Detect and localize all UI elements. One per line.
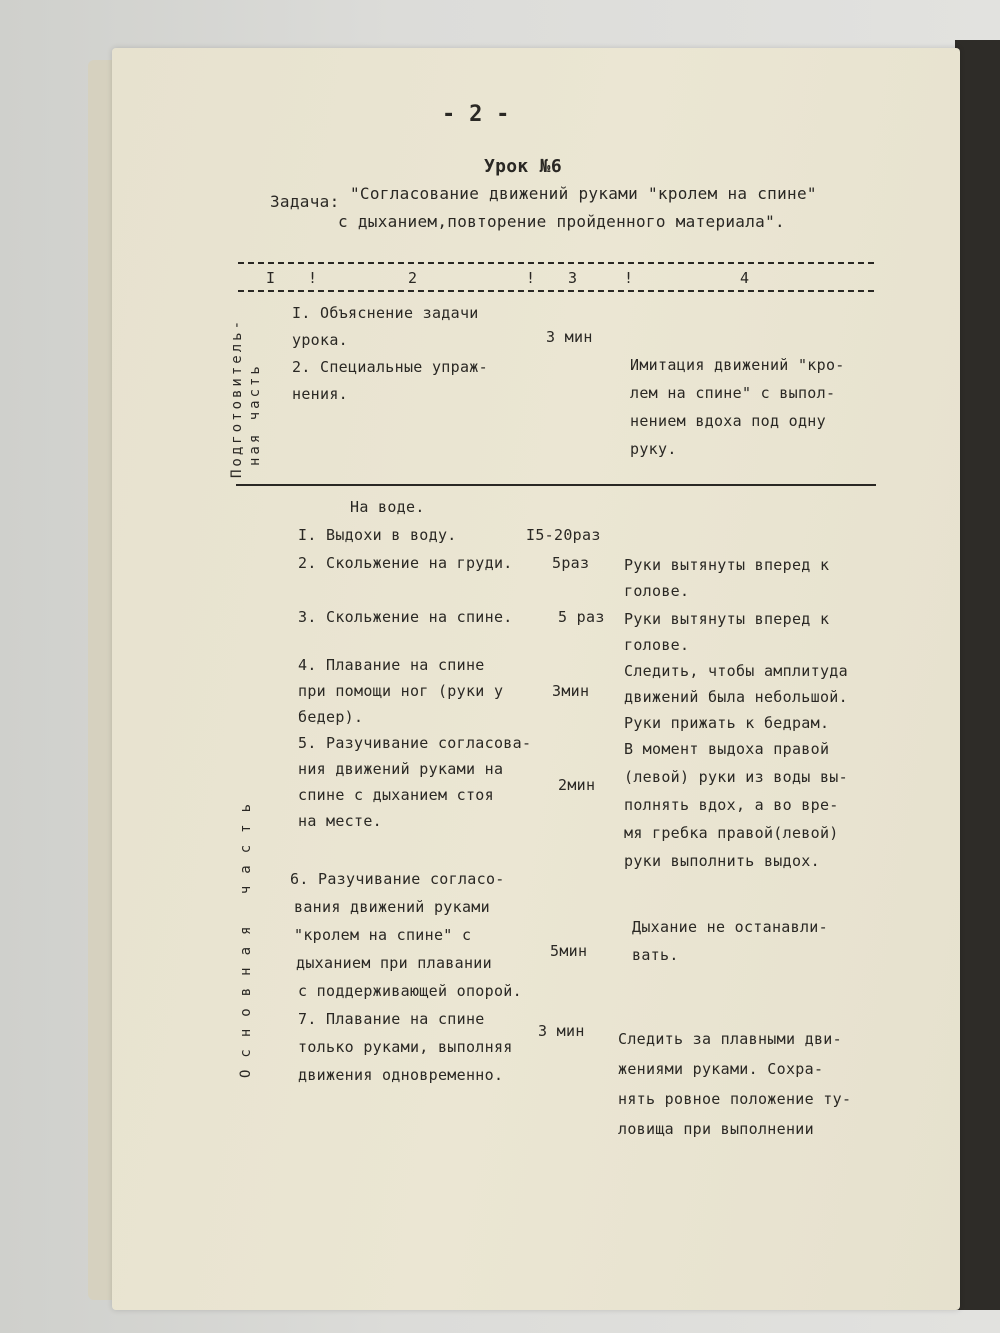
exercise-1-dose: I5-20раз bbox=[526, 526, 601, 544]
exercise-7-note: жениями руками. Сохра- bbox=[618, 1060, 824, 1078]
prep-note-line: руку. bbox=[630, 440, 677, 458]
exercise-5-note: В момент выдоха правой bbox=[624, 740, 830, 758]
exercise-6-note: Дыхание не останавли- bbox=[632, 918, 828, 936]
prep-items bbox=[292, 306, 488, 402]
exercise-7: только руками, выполняя bbox=[298, 1038, 513, 1056]
column-number-3: 3 bbox=[568, 269, 578, 287]
column-separator: ! bbox=[624, 269, 634, 287]
exercise-4: при помощи ног (руки у bbox=[298, 682, 504, 700]
exercise-4-note: Руки прижать к бедрам. bbox=[624, 714, 830, 732]
main-section-label: Основная часть bbox=[238, 791, 254, 1078]
exercise-3-note: Руки вытянуты вперед к bbox=[624, 610, 830, 628]
prep-note-line: Имитация движений "кро- bbox=[630, 356, 845, 374]
page-number: - 2 - bbox=[442, 102, 510, 127]
exercise-2-note: Руки вытянуты вперед к bbox=[624, 556, 830, 574]
prep-note bbox=[630, 358, 845, 457]
exercise-7-dose: 3 мин bbox=[538, 1022, 585, 1040]
column-number-4: 4 bbox=[740, 269, 750, 287]
exercise-6: с поддерживающей опорой. bbox=[298, 982, 522, 1000]
task-line-2: с дыханием,повторение пройденного материала". bbox=[338, 212, 785, 231]
exercise-5-note: (левой) руки из воды вы- bbox=[624, 768, 848, 786]
exercise-2-dose: 5раз bbox=[552, 554, 590, 572]
prep-item: урока. bbox=[292, 331, 348, 349]
exercise-5-note: полнять вдох, а во вре- bbox=[624, 796, 839, 814]
exercise-4: 4. Плавание на спине bbox=[298, 656, 485, 674]
exercise-6: вания движений руками bbox=[294, 898, 490, 916]
column-separator: ! bbox=[526, 269, 536, 287]
exercise-5-note: мя гребка правой(левой) bbox=[624, 824, 839, 842]
exercise-6-dose: 5мин bbox=[550, 942, 588, 960]
column-number-2: 2 bbox=[408, 269, 418, 287]
header-rule-bottom bbox=[238, 290, 874, 292]
exercise-7-note: ловища при выполнении bbox=[618, 1120, 814, 1138]
exercise-3-note: голове. bbox=[624, 636, 690, 654]
exercise-2: 2. Скольжение на груди. bbox=[298, 554, 513, 572]
document-page bbox=[112, 48, 960, 1310]
exercise-5-note: руки выполнить выдох. bbox=[624, 852, 820, 870]
exercise-5: ния движений руками на bbox=[298, 760, 504, 778]
exercise-4: бедер). bbox=[298, 708, 364, 726]
prep-time: 3 мин bbox=[546, 328, 593, 346]
exercise-6-note: вать. bbox=[632, 946, 679, 964]
prep-item: нения. bbox=[292, 385, 348, 403]
exercise-1: I. Выдохи в воду. bbox=[298, 526, 457, 544]
lesson-title: Урок №6 bbox=[484, 156, 562, 177]
section-divider bbox=[236, 484, 876, 486]
exercise-6: дыханием при плавании bbox=[296, 954, 492, 972]
facing-page-edge bbox=[955, 40, 1000, 1310]
prep-note-line: нением вдоха под одну bbox=[630, 412, 826, 430]
exercise-5: спине с дыханием стоя bbox=[298, 786, 494, 804]
exercise-4-dose: 3мин bbox=[552, 682, 590, 700]
prep-item: I. Объяснение задачи bbox=[292, 304, 479, 322]
exercise-7: 7. Плавание на спине bbox=[298, 1010, 485, 1028]
exercise-7: движения одновременно. bbox=[298, 1066, 504, 1084]
header-rule-top bbox=[238, 262, 874, 264]
exercise-3: 3. Скольжение на спине. bbox=[298, 608, 513, 626]
exercise-6: 6. Разучивание согласо- bbox=[290, 870, 505, 888]
exercise-4-note: Следить, чтобы амплитуда bbox=[624, 662, 848, 680]
exercise-3-dose: 5 раз bbox=[558, 608, 605, 626]
exercise-5-dose: 2мин bbox=[558, 776, 596, 794]
prep-note-line: лем на спине" с выпол- bbox=[630, 384, 836, 402]
column-number-1: I bbox=[266, 269, 276, 287]
main-intro: На воде. bbox=[350, 498, 425, 516]
prep-item: 2. Специальные упраж- bbox=[292, 358, 488, 376]
exercise-5: на месте. bbox=[298, 812, 382, 830]
prep-section-label-2: ная часть bbox=[247, 363, 263, 466]
exercise-5: 5. Разучивание согласова- bbox=[298, 734, 532, 752]
exercise-2-note: голове. bbox=[624, 582, 690, 600]
exercise-7-note: Следить за плавными дви- bbox=[618, 1030, 842, 1048]
exercise-7-note: нять ровное положение ту- bbox=[618, 1090, 852, 1108]
prep-section-label-1: Подготовитель- bbox=[229, 317, 245, 478]
task-label: Задача: bbox=[270, 192, 340, 211]
task-line-1: "Согласование движений руками "кролем на спине" bbox=[350, 184, 817, 203]
column-separator: ! bbox=[308, 269, 318, 287]
exercise-4-note: движений была небольшой. bbox=[624, 688, 848, 706]
exercise-6: "кролем на спине" с bbox=[294, 926, 472, 944]
